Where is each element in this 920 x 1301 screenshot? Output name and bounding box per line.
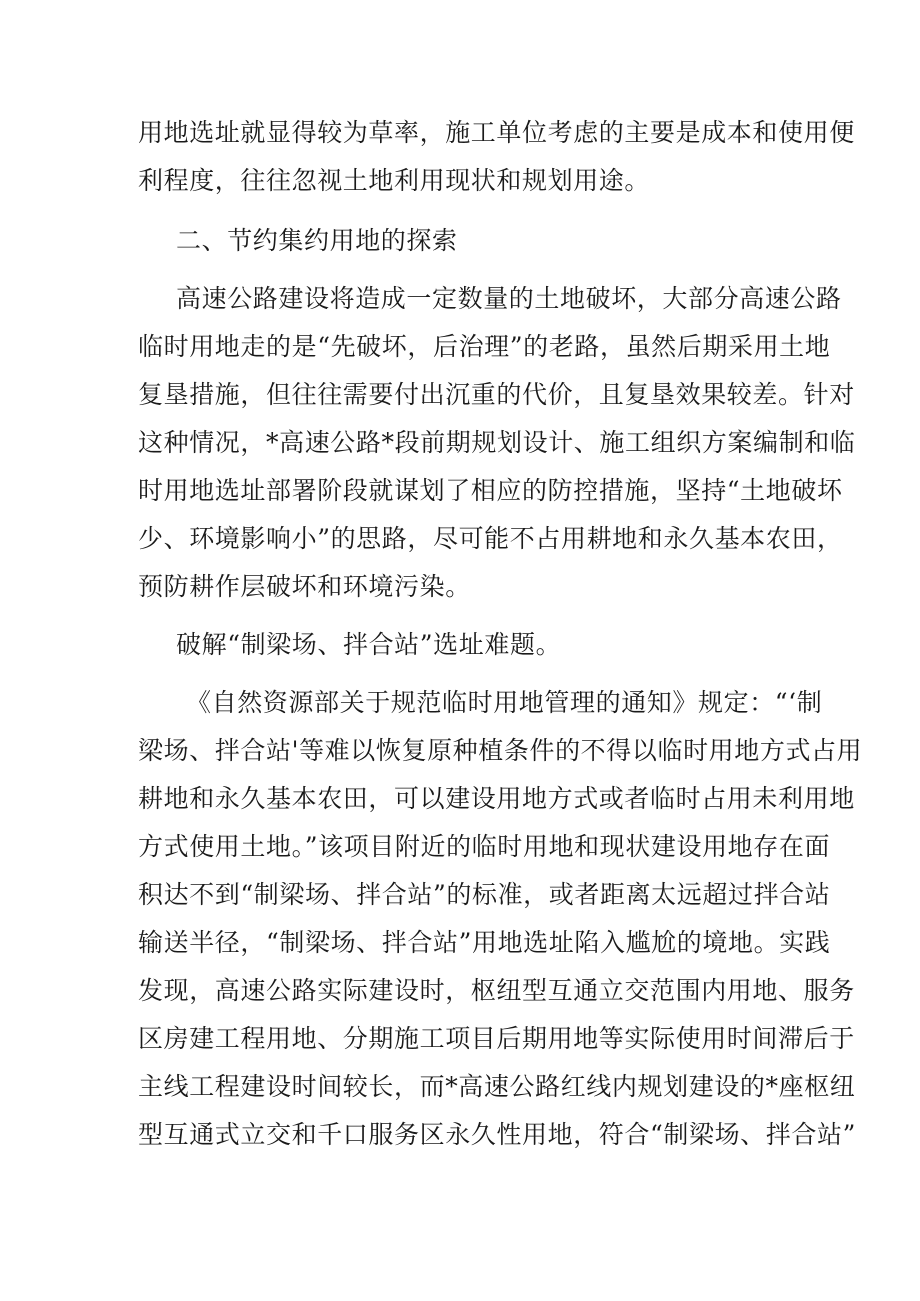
paragraph-line: 梁场、拌合站'等难以恢复原种植条件的不得以临时用地方式占用 (138, 736, 863, 765)
paragraph-line: 这种情况，*高速公路*段前期规划设计、施工组织方案编制和临 (138, 428, 856, 457)
paragraph-line: 预防耕作层破坏和环境污染。 (138, 572, 471, 601)
section-heading: 二、节约集约用地的探索 (176, 226, 458, 255)
paragraph-line: 主线工程建设时间较长，而*高速公路红线内规划建设的*座枢纽 (138, 1072, 856, 1101)
paragraph-line: 积达不到“制梁场、拌合站”的标准，或者距离太远超过拌合站 (138, 880, 831, 909)
paragraph-line: 高速公路建设将造成一定数量的土地破坏，大部分高速公路 (176, 284, 842, 313)
paragraph-line: 《自然资源部关于规范临时用地管理的通知》规定：“‘制 (186, 688, 823, 717)
paragraph-line: 方式使用土地。”该项目附近的临时用地和现状建设用地存在面 (138, 832, 831, 861)
paragraph-line: 发现，高速公路实际建设时，枢纽型互通立交范围内用地、服务 (138, 976, 855, 1005)
paragraph-line: 复垦措施，但往往需要付出沉重的代价，且复垦效果较差。针对 (138, 380, 855, 409)
paragraph-line: 临时用地走的是“先破坏，后治理”的老路，虽然后期采用土地 (138, 332, 831, 361)
paragraph-line: 耕地和永久基本农田，可以建设用地方式或者临时占用未利用地 (138, 784, 855, 813)
paragraph-line: 利程度，往往忽视土地利用现状和规划用途。 (138, 166, 651, 195)
paragraph-line: 型互通式立交和千口服务区永久性用地，符合“制梁场、拌合站” (138, 1120, 856, 1149)
subheading: 破解“制梁场、拌合站”选址难题。 (176, 630, 562, 659)
paragraph-line: 少、环境影响小”的思路，尽可能不占用耕地和永久基本农田， (138, 524, 843, 553)
paragraph-line: 用地选址就显得较为草率，施工单位考虑的主要是成本和使用便 (138, 118, 855, 147)
paragraph-line: 区房建工程用地、分期施工项目后期用地等实际使用时间滞后于 (138, 1024, 855, 1053)
paragraph-line: 时用地选址部署阶段就谋划了相应的防控措施，坚持“土地破坏 (138, 476, 843, 505)
paragraph-line: 输送半径，“制梁场、拌合站”用地选址陷入尴尬的境地。实践 (138, 928, 831, 957)
